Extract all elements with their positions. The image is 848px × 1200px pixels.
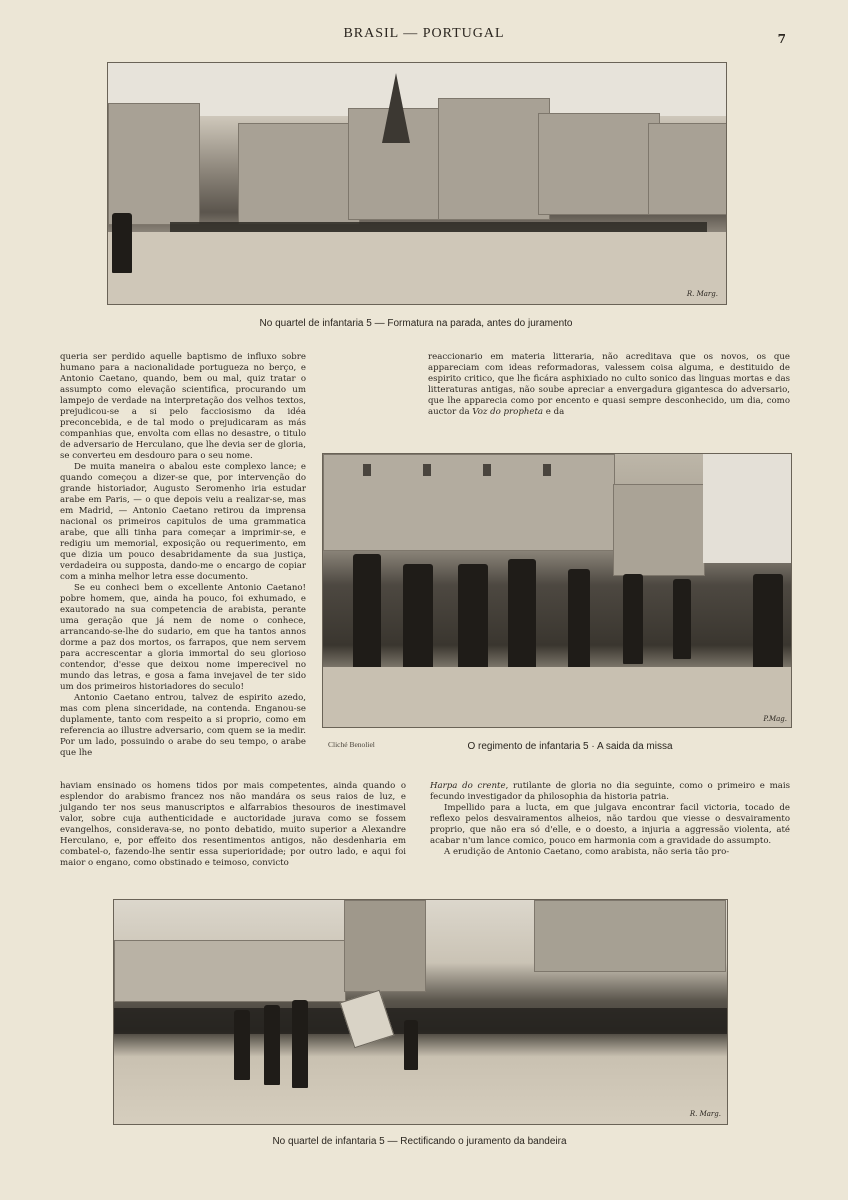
caption-bottom-photo: No quartel de infantaria 5 — Rectificando o juramento da bandeira — [272, 1136, 567, 1147]
paragraph — [428, 352, 790, 418]
photo-signature: R. Marg. — [686, 290, 718, 298]
flag-icon — [340, 990, 395, 1049]
page-header-title: BRASIL — PORTUGAL — [343, 26, 505, 41]
caption-top-photo: No quartel de infantaria 5 — Formatura na parada, antes do juramento — [259, 318, 573, 329]
photo-credit: Cliché Benoliel — [328, 740, 375, 749]
paragraph: Antonio Caetano entrou, talvez de espirito azedo, mas com plena sinceridade, na contenda. Enganou-se duplamente, tanto com respeito a si proprio, como em referencia ao illustre adversario, com quem se ia medir. Por um lado, possuindo o arabe do seu tempo, o arabe que lhe — [60, 693, 306, 758]
italic-title: Harpa do crente — [430, 781, 506, 791]
paragraph: haviam ensinado os homens tidos por mais competentes, ainda quando o esplendor do arabismo francez nos não mandára os seus raios de luz, e julgando ter nos seus manuscriptos e alfarrabios thesouros de inestimavel valor, sobre cuja authenticidade e auctoridade jurava como se fossem evangelhos, considerava-se, no ponto debatido, muito superior a Alexandre Herculano, e, por effeito dos resentimentos antigos, não desdenharia em combatel-o, fazendo-lhe sentir essa superioridade; por outro lado, e aqui foi maior o engano, como obstinado e teimoso, convicto — [60, 781, 406, 868]
article-right-column-top — [428, 352, 790, 418]
article-left-column — [60, 352, 306, 759]
text-fragment: , rutilante de gloria no dia seguinte, como o primeiro e mais fecundo investigador da philosophia da historia patria. — [430, 781, 790, 802]
photo-regimento-saida — [322, 453, 792, 728]
caption-middle-photo: O regimento de infantaria 5 · A saida da missa — [467, 741, 673, 752]
photo-signature: R. Marg. — [689, 1110, 721, 1118]
text-fragment: reaccionario em materia litteraria, não acreditava que os novos, os que appareciam com ideas reformadoras, valessem coisa alguma, e destituido de espirito critico, que lhe ficára asphixiado no culto sonico das linguas mortas e das litteraturas antigas, não soube apreciar a envergadura gigantesca do adversario, que lhe apparecia como por encento e quasi sempre desconhecido, um dia, como auctor da — [428, 352, 790, 417]
italic-title: Voz do propheta — [472, 407, 544, 417]
photo-juramento-bandeira — [113, 899, 728, 1125]
paragraph: Se eu conheci bem o excellente Antonio Caetano! pobre homem, que, ainda ha pouco, foi exhumado, e exautorado na sua competencia de arabista, perante uma geração que já nem de nome o conhece, arrancando-se-lhe do sudario, em que ha tantos annos dorme a paz dos mortos, os farrapos, que nem servem para accrescentar a gloria immortal do seu glorioso contendor, d'esse que deixou nome imperecivel no mundo das letras, e gosa a fama invejavel de ter sido um dos primeiros historiadores do seculo! — [60, 583, 306, 692]
paragraph: queria ser perdido aquelle baptismo de influxo sobre humano para a nacionalidade portugueza no berço, e Antonio Caetano, quando, bem ou mal, quiz tratar o assumpto como elevação scientifica, procurando um lampejo de verdade na interpretação dos velhos textos, prejudicou-se a si pelo facciosismo da idéa preconcebida, e de tal modo o prejudicaram as más companhias que, envolta com ellas no desastre, o titulo de adversario de Herculano, que lhe devia ser de gloria, se converteu em desdouro para o seu nome. — [60, 352, 306, 461]
paragraph: A erudição de Antonio Caetano, como arabista, não seria tão pro- — [444, 847, 730, 857]
article-left-column-bottom — [60, 781, 406, 869]
paragraph: De muita maneira o abalou este complexo lance; e quando começou a dizer-se que, por intervenção do grande historiador, Augusto Seromenho iria estudar arabe em Paris, — o que depois veiu a realizar-se, mas em Madrid, — Antonio Caetano retirou da imprensa nacional os primeiros capitulos de uma grammatica arabe, que alli tinha para começar a imprimir-se, e redigiu um memorial, exposição ou requerimento, em que dizia um pouco desabridamente da sua justiça, verdadeira ou supposta, dando-me o encargo de copiar com a minha melhor letra esse documento. — [60, 462, 306, 582]
photo-formatura-parada — [107, 62, 727, 305]
paragraph — [430, 781, 790, 803]
text-fragment: e da — [543, 407, 565, 417]
page-number: 7 — [777, 32, 786, 46]
paragraph: Impellido para a lucta, em que julgava encontrar facil victoria, tocado de reflexo pelos desvairamentos alheios, não tardou que viesse o desvairamento proprio, que não era só d'elle, e o doesto, a injuria a aggressão violenta, até acabar n'um lance comico, pouco em harmonia com a gravidade do assumpto. — [430, 803, 790, 846]
article-right-column-bottom — [430, 781, 790, 858]
photo-signature: P.Mag. — [763, 715, 787, 723]
